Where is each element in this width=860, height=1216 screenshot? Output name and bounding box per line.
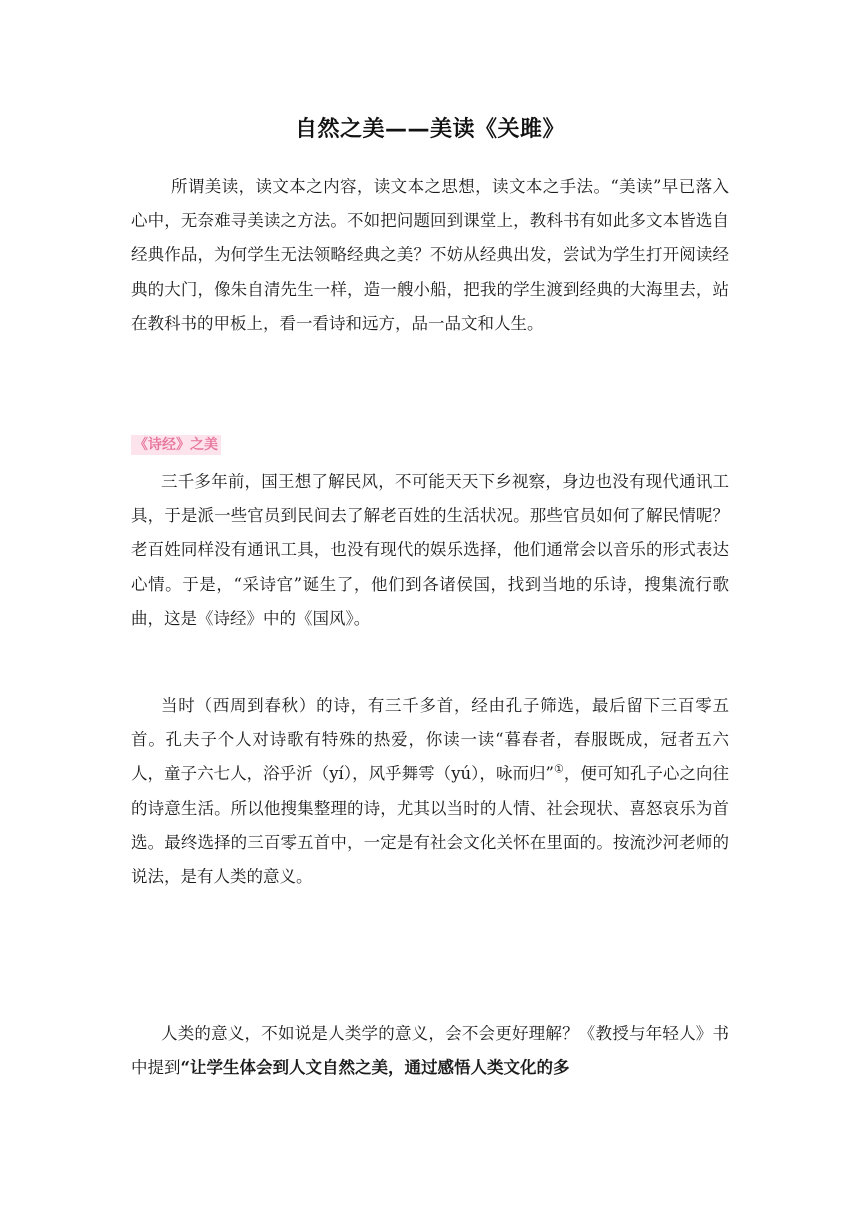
anthropology-text: 人类的意义，不如说是人类学的意义，会不会更好理解？《教授与年轻人》书中提到 [131, 1024, 729, 1078]
footnote-mark[interactable]: ① [553, 762, 564, 776]
section-heading: 《诗经》之美 [131, 435, 221, 455]
anthropology-paragraph [131, 1017, 729, 1085]
intro-paragraph: 所谓美读，读文本之内容，读文本之思想，读文本之手法。“美读”早已落入心中，无奈难寻美读之方法。不如把问题回到课堂上，教科书有如此多文本皆选自经典作品，为何学生无法领略经典之美？不妨从经典出发，尝试为学生打开阅读经典的大门，像朱自清先生一样，造一艘小船，把我的学生渡到经典的大海里去，站在教科书的甲板上，看一看诗和远方，品一品文和人生。 [131, 177, 729, 333]
history-paragraph: 三千多年前，国王想了解民风，不可能天天下乡视察，身边也没有现代通讯工具，于是派一些官员到民间去了解老百姓的生活状况。那些官员如何了解民情呢？老百姓同样没有通讯工具，也没有现代的娱乐选择，他们通常会以音乐的形式表达心情。于是，“采诗官”诞生了，他们到各诸侯国，找到当地的乐诗，搜集流行歌曲，这是《诗经》中的《国风》。 [131, 472, 729, 628]
page-title: 自然之美——美读《关雎》 [294, 117, 565, 142]
confucius-paragraph [131, 689, 729, 894]
emphasized-quote: “让学生体会到人文自然之美，通过感悟人类文化的多 [180, 1058, 570, 1078]
confucius-text-after-note: ，便可知孔子心之向往的诗意生活。所以他搜集整理的诗，尤其以当时的人情、社会现状、喜怒哀乐为首选。最终选择的三百零五首中，一定是有社会文化关怀在里面的。按流沙河老师的说法，是有人类的意义。 [131, 764, 729, 887]
confucius-text-before-note: 当时（西周到春秋）的诗，有三千多首，经由孔子筛选，最后留下三百零五首。孔夫子个人对诗歌有特殊的热爱，你读一读“暮春者，春服既成，冠者五六人，童子六七人，浴乎沂（yí），风乎舞雩（yú），咏而归” [131, 696, 729, 784]
